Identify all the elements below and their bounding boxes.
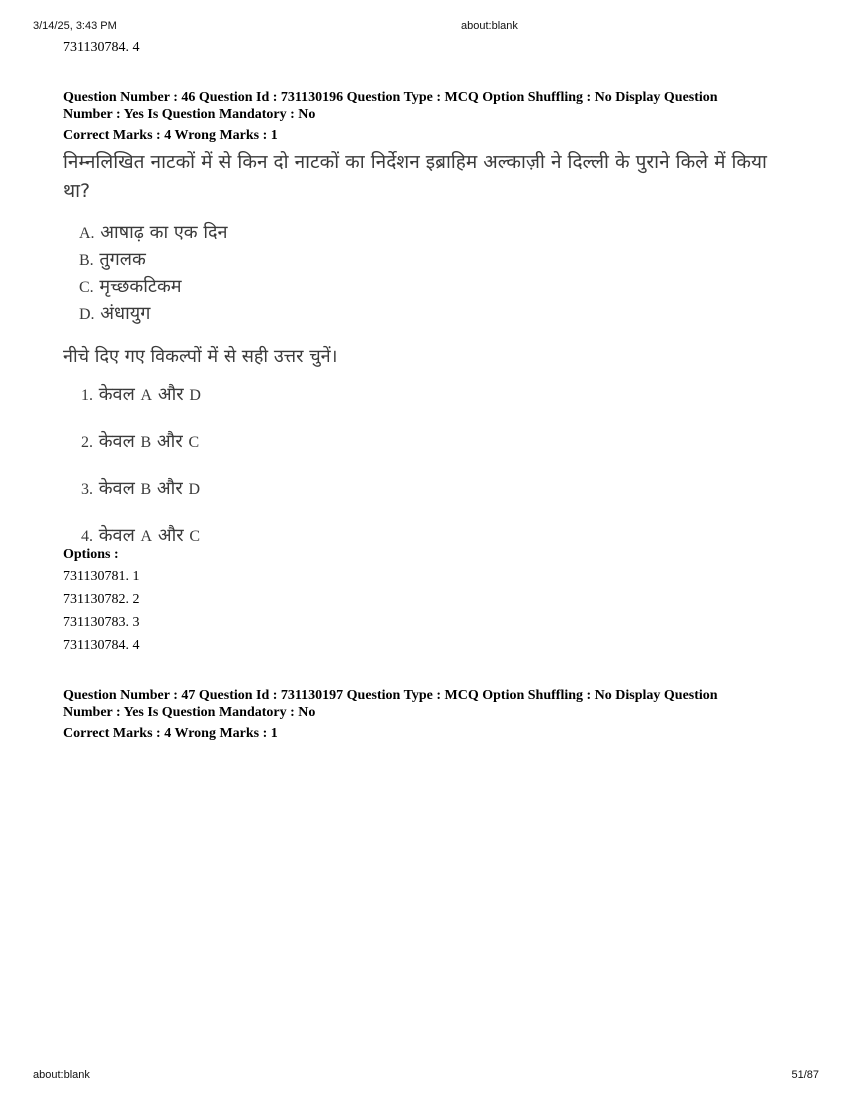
question-image <box>63 148 793 547</box>
option-line: 731130784. 4 <box>63 638 140 653</box>
options-label: Options : <box>63 547 119 562</box>
print-url: about:blank <box>461 20 518 32</box>
carryover-option: 731130784. 4 <box>63 40 140 55</box>
question-stem: निम्नलिखित नाटकों में से किन दो नाटकों का निर्देशन इब्राहिम अल्काज़ी ने दिल्ली के पुराने किले में किया था? <box>63 151 767 202</box>
question-header-line2: Number : Yes Is Question Mandatory : No <box>63 107 316 122</box>
question-header-line1: Question Number : 46 Question Id : 731130196 Question Type : MCQ Option Shuffling : No Display Question <box>63 90 718 105</box>
option-line: 731130783. 3 <box>63 615 140 630</box>
choice-item: 3. केवल B और D <box>81 478 200 499</box>
statement-item: A. आषाढ़ का एक दिन <box>79 222 228 243</box>
page-content <box>63 37 793 742</box>
print-datetime: 3/14/25, 3:43 PM <box>33 20 117 32</box>
statement-list <box>79 220 793 328</box>
statement-item: D. अंधायुग <box>79 303 151 324</box>
question-46 <box>63 89 793 657</box>
choice-item: 2. केवल B और C <box>81 431 200 452</box>
question-header-line2: Number : Yes Is Question Mandatory : No <box>63 705 316 720</box>
choice-item: 1. केवल A और D <box>81 384 201 405</box>
footer-url: about:blank <box>33 1069 90 1081</box>
question-marks: Correct Marks : 4 Wrong Marks : 1 <box>63 726 278 741</box>
question-marks: Correct Marks : 4 Wrong Marks : 1 <box>63 128 278 143</box>
choice-item: 4. केवल A और C <box>81 525 200 546</box>
answer-instruction: नीचे दिए गए विकल्पों में से सही उत्तर चुनें। <box>63 346 338 367</box>
options-list <box>63 565 793 657</box>
question-header <box>63 687 793 721</box>
statement-item: B. तुगलक <box>79 249 146 270</box>
option-line: 731130781. 1 <box>63 569 140 584</box>
choice-list <box>81 382 793 547</box>
page-number: 51/87 <box>791 1069 819 1081</box>
question-header <box>63 89 793 123</box>
option-line: 731130782. 2 <box>63 592 140 607</box>
statement-item: C. मृच्छकटिकम <box>79 276 182 297</box>
question-header-line1: Question Number : 47 Question Id : 731130197 Question Type : MCQ Option Shuffling : No Display Question <box>63 688 718 703</box>
question-47 <box>63 687 793 742</box>
